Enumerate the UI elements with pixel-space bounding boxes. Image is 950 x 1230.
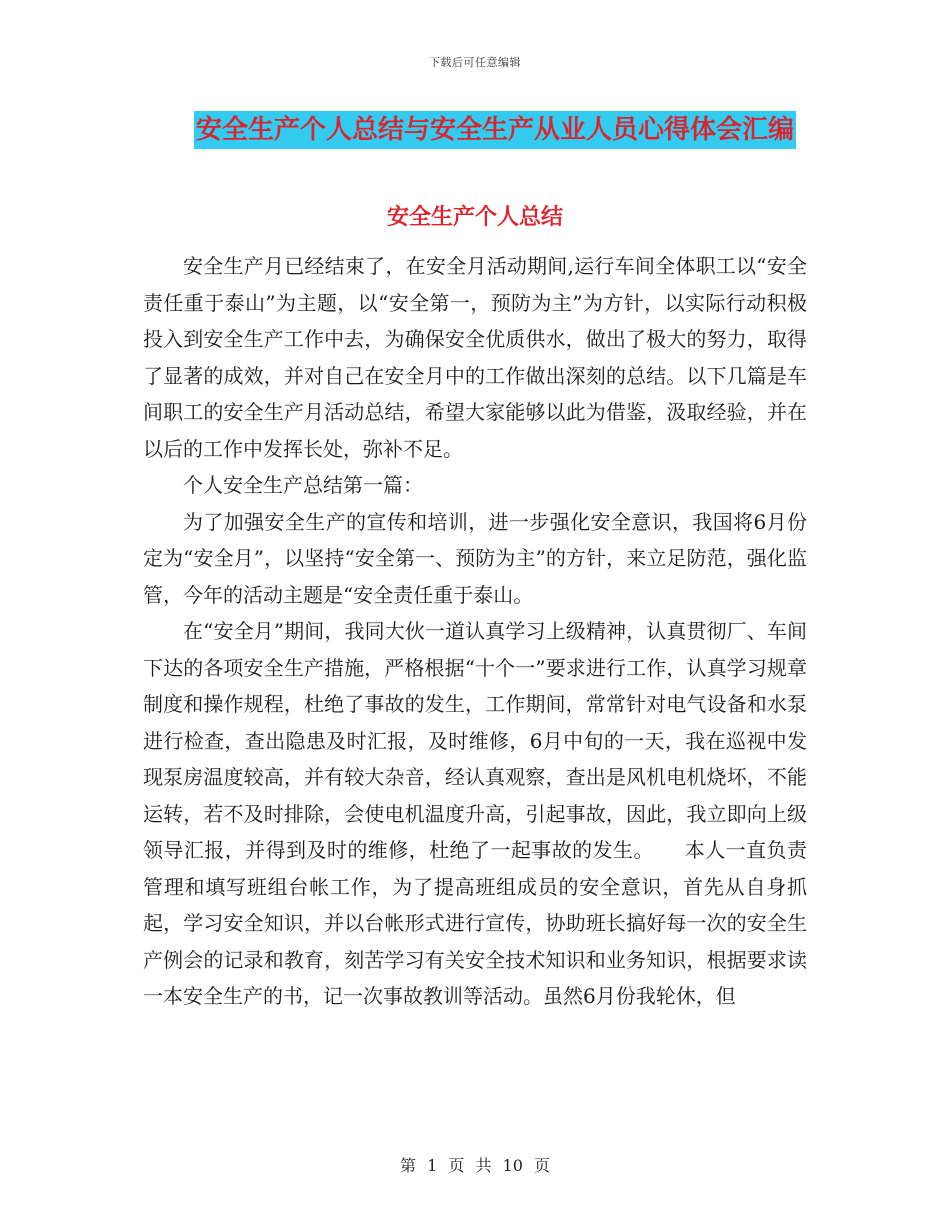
body-paragraph: 在“安全月”期间，我同大伙一道认真学习上级精神，认真贯彻厂、车间下达的各项安全生产措施，严格根据“十个一”要求进行工作，认真学习规章制度和操作规程，杜绝了事故的发生，工作期间，常常针对电气设备和水泵进行检查，查出隐患及时汇报，及时维修，6月中旬的一天，我在巡视中发现泵房温度较高，并有较大杂音，经认真观察，查出是风机电机烧坏，不能运转，若不及时排除，会使电机温度升高，引起事故，因此，我立即向上级领导汇报，并得到及时的维修，杜绝了一起事故的发生。 本人一直负责管理和填写班组台帐工作，为了提高班组成员的安全意识，首先从自身抓起，学习安全知识，并以台帐形式进行宣传，协助班长搞好每一次的安全生产例会的记录和教育，刻苦学习有关安全技术知识和业务知识，根据要求读一本安全生产的书，记一次事故教训等活动。虽然6月份我轮休，但 (143, 619, 807, 1008)
document-title: 安全生产个人总结与安全生产从业人员心得体会汇编 (194, 111, 796, 149)
section-title: 安全生产个人总结 (386, 205, 563, 230)
body-paragraph: 个人安全生产总结第一篇： (183, 473, 423, 497)
header-note: 下载后可任意编辑 (429, 56, 521, 69)
page-footer: 第 1 页 共 10 页 (400, 1156, 550, 1175)
body-paragraph: 为了加强安全生产的宣传和培训，进一步强化安全意识，我国将6月份定为“安全月”，以坚持“安全第一、预防为主”的方针，来立足防范，强化监管，今年的活动主题是“安全责任重于泰山。 (143, 509, 807, 607)
body-paragraph: 安全生产月已经结束了，在安全月活动期间,运行车间全体职工以“安全责任重于泰山”为主题，以“安全第一，预防为主”为方针，以实际行动积极投入到安全生产工作中去，为确保安全优质供水，做出了极大的努力，取得了显著的成效，并对自己在安全月中的工作做出深刻的总结。以下几篇是车间职工的安全生产月活动总结，希望大家能够以此为借鉴，汲取经验，并在以后的工作中发挥长处，弥补不足。 (143, 254, 807, 461)
document-body (143, 248, 807, 1015)
